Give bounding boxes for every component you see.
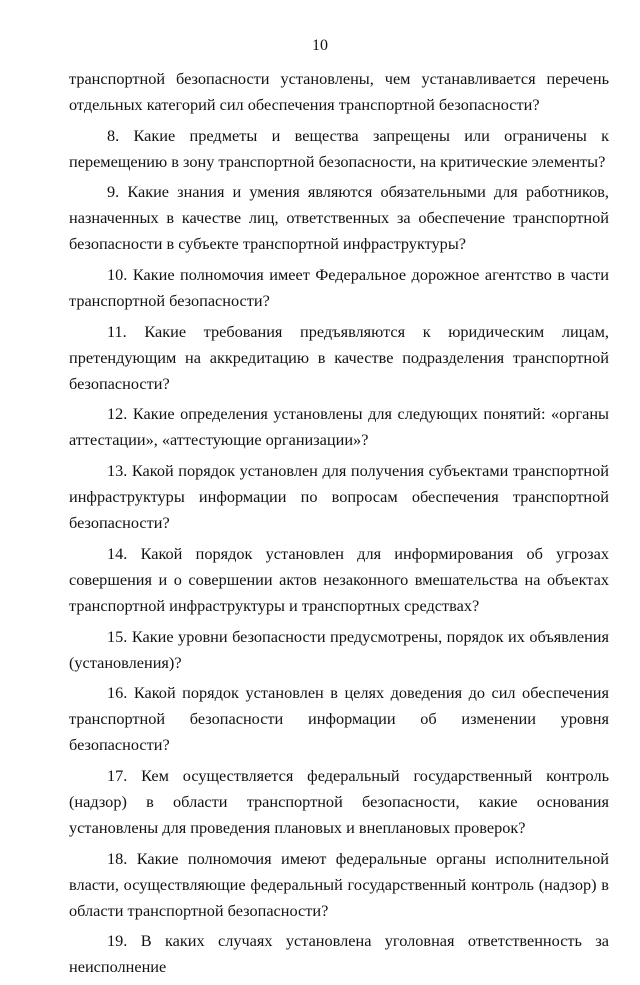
question-12: 12. Какие определения установлены для следующих понятий: «органы аттестации», «аттестующие организации»? [69,404,609,450]
question-9: 9. Какие знания и умения являются обязательными для работников, назначенных в качестве лиц, ответственных за обеспечение транспортной безопасности в субъекте транспортной инфраструктуры? [69,182,609,254]
question-14: 14. Какой порядок установлен для информирования об угрозах совершения и о совершении актов незаконного вмешательства на объектах транспортной инфраструктуры и транспортных средствах? [69,543,609,615]
question-13: 13. Какой порядок установлен для получения субъектами транспортной инфраструктуры информации по вопросам обеспечения транспортной безопасности? [69,461,609,533]
question-8: 8. Какие предметы и вещества запрещены или ограничены к перемещению в зону транспортной безопасности, на критические элементы? [69,125,609,171]
page-number: 10 [312,37,328,54]
question-15: 15. Какие уровни безопасности предусмотрены, порядок их объявления (установления)? [69,626,609,672]
question-17: 17. Кем осуществляется федеральный государственный контроль (надзор) в области транспортной безопасности, какие основания установлены для проведения плановых и внеплановых проверок? [69,765,609,837]
document-body [69,66,609,985]
question-10: 10. Какие полномочия имеет Федеральное дорожное агентство в части транспортной безопасности? [69,265,609,311]
question-16: 16. Какой порядок установлен в целях доведения до сил обеспечения транспортной безопасности информации об изменении уровня безопасности? [69,683,609,755]
question-11: 11. Какие требования предъявляются к юридическим лицам, претендующим на аккредитацию в качестве подразделения транспортной безопасности? [69,321,609,393]
question-18: 18. Какие полномочия имеют федеральные органы исполнительной власти, осуществляющие федеральный государственный контроль (надзор) в области транспортной безопасности? [69,848,609,920]
paragraph-continued: транспортной безопасности установлены, чем устанавливается перечень отдельных категорий сил обеспечения транспортной безопасности? [69,69,609,114]
question-19: 19. В каких случаях установлена уголовная ответственность за неисполнение [69,931,609,977]
